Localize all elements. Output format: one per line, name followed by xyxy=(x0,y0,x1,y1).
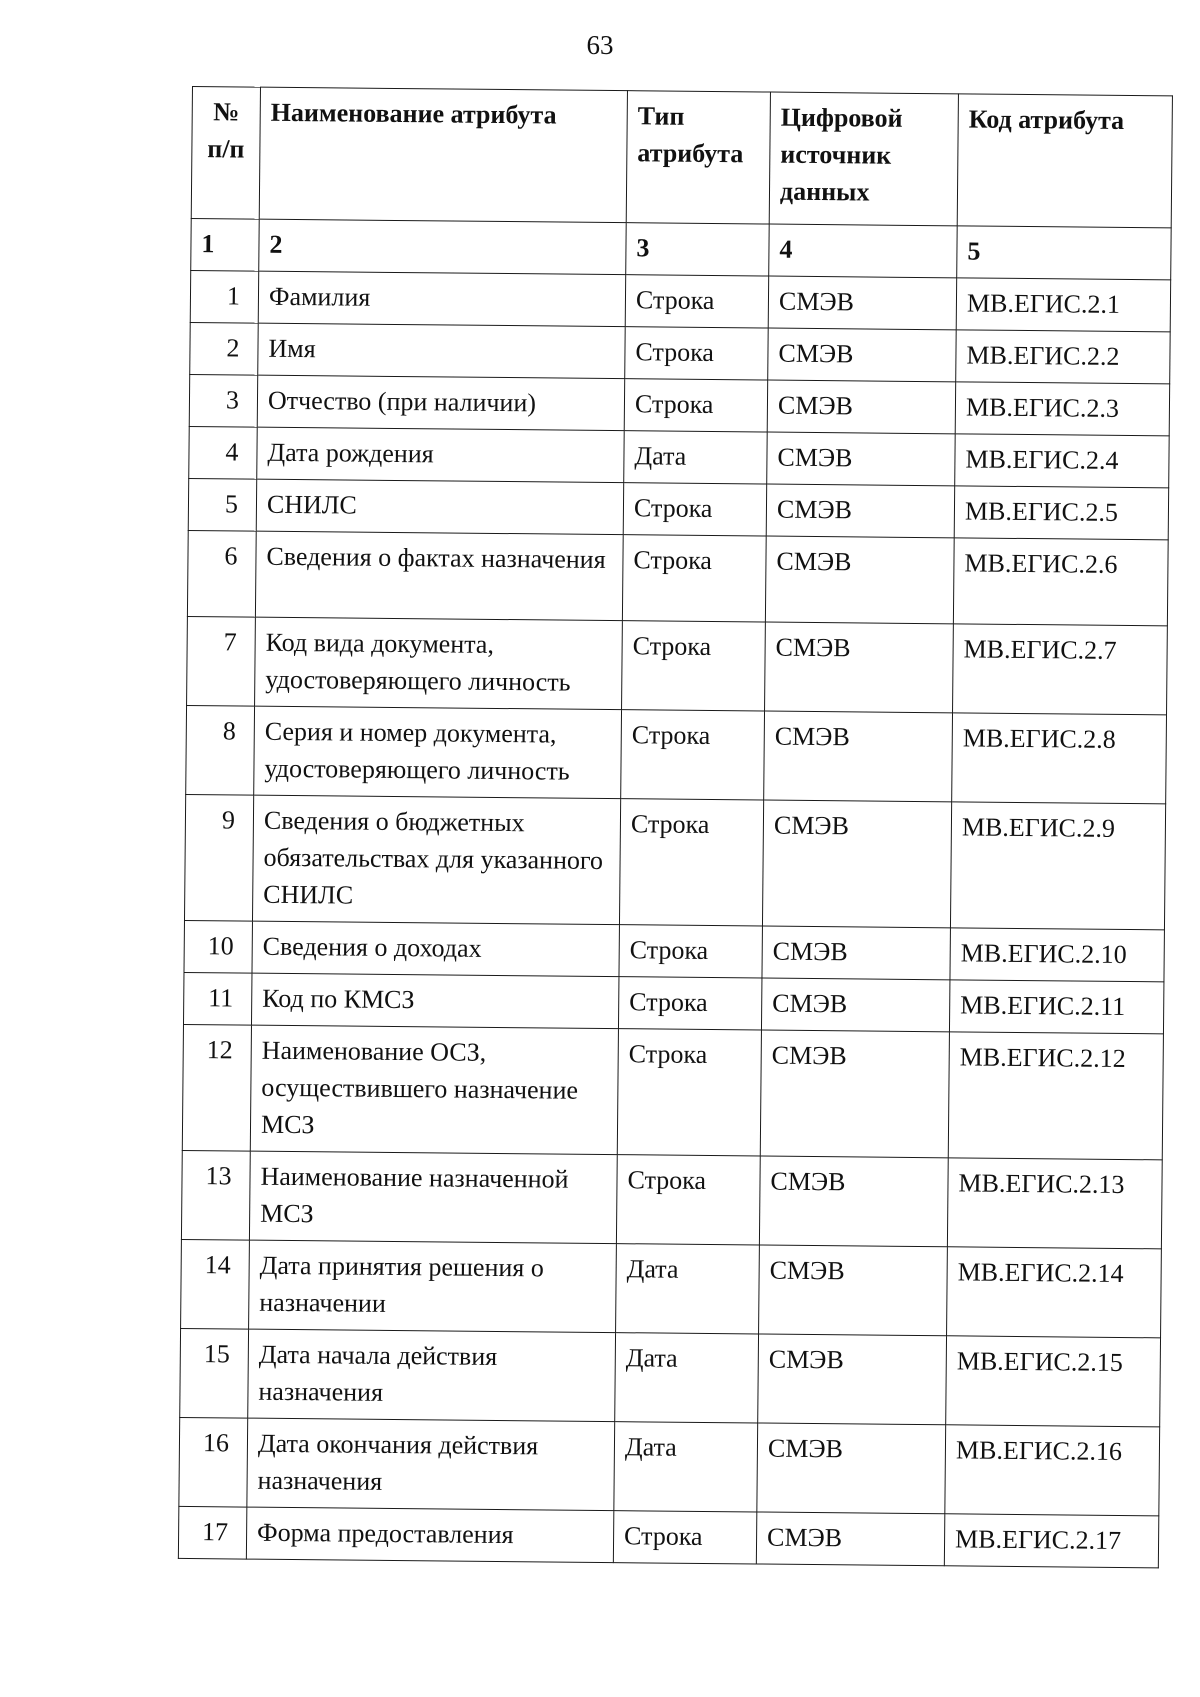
attribute-name: Сведения о бюджетных обязательствах для указанного СНИЛС xyxy=(252,795,620,925)
row-number: 9 xyxy=(184,794,253,921)
row-number: 3 xyxy=(189,374,257,427)
row-number: 10 xyxy=(184,920,252,973)
data-source: СМЭВ xyxy=(768,328,956,382)
data-source: СМЭВ xyxy=(757,1423,946,1514)
attribute-type: Строка xyxy=(619,925,762,978)
column-number: 4 xyxy=(769,224,957,278)
table-row xyxy=(186,705,1167,803)
row-number: 11 xyxy=(183,972,251,1025)
attribute-type: Дата xyxy=(616,1244,760,1334)
attribute-name: Наименование ОСЗ, осуществившего назначение МСЗ xyxy=(250,1025,618,1155)
table-row xyxy=(189,374,1169,435)
attributes-table xyxy=(178,86,1173,1568)
row-number: 1 xyxy=(190,270,258,323)
attribute-name: Дата принятия решения о назначении xyxy=(249,1240,617,1333)
header-number: № п/п xyxy=(191,87,260,220)
column-number: 3 xyxy=(626,223,769,276)
data-source: СМЭВ xyxy=(762,926,950,980)
table-row xyxy=(187,616,1168,714)
attribute-code: МВ.ЕГИС.2.14 xyxy=(947,1247,1162,1338)
attribute-name: Код вида документа, удостоверяющего личность xyxy=(255,617,623,710)
attribute-name: Наименование назначенной МСЗ xyxy=(249,1151,617,1244)
attribute-name: Форма предоставления xyxy=(246,1507,613,1563)
attribute-code: МВ.ЕГИС.2.12 xyxy=(948,1032,1163,1160)
attribute-name: Отчество (при наличии) xyxy=(257,375,624,431)
row-number: 5 xyxy=(188,478,256,531)
attribute-code: МВ.ЕГИС.2.10 xyxy=(950,928,1164,982)
table-row xyxy=(182,1024,1163,1159)
attribute-type: Строка xyxy=(621,710,765,800)
table-row xyxy=(184,794,1165,929)
attribute-type: Строка xyxy=(622,621,766,711)
table-row xyxy=(181,1239,1162,1337)
row-number: 14 xyxy=(181,1239,250,1329)
data-source: СМЭВ xyxy=(759,1156,948,1247)
data-source: СМЭВ xyxy=(761,978,949,1032)
table-row xyxy=(179,1417,1160,1515)
table-row xyxy=(184,920,1164,981)
attribute-type: Строка xyxy=(617,1029,761,1156)
row-number: 15 xyxy=(180,1328,249,1418)
attribute-code: МВ.ЕГИС.2.1 xyxy=(956,278,1170,332)
attribute-type: Дата xyxy=(614,1422,758,1512)
attribute-name: СНИЛС xyxy=(256,479,623,535)
table-row xyxy=(188,478,1168,539)
attribute-code: МВ.ЕГИС.2.13 xyxy=(947,1158,1162,1249)
attribute-type: Строка xyxy=(618,977,761,1030)
row-number: 8 xyxy=(186,705,255,795)
attribute-code: МВ.ЕГИС.2.16 xyxy=(945,1425,1160,1516)
attribute-code: МВ.ЕГИС.2.7 xyxy=(953,624,1168,715)
data-source: СМЭВ xyxy=(758,1334,947,1425)
row-number: 16 xyxy=(179,1417,248,1507)
attribute-name: Сведения о доходах xyxy=(252,921,619,977)
attribute-code: МВ.ЕГИС.2.6 xyxy=(953,538,1168,626)
attribute-type: Дата xyxy=(624,431,767,484)
row-number: 4 xyxy=(189,426,257,479)
attribute-type: Строка xyxy=(625,275,768,328)
row-number: 12 xyxy=(182,1024,251,1151)
table-row xyxy=(187,530,1168,625)
data-source: СМЭВ xyxy=(762,800,951,928)
attribute-type: Строка xyxy=(613,1511,756,1564)
attribute-type: Дата xyxy=(615,1333,759,1423)
header-attribute-code: Код атрибута xyxy=(957,94,1172,228)
attribute-code: МВ.ЕГИС.2.17 xyxy=(944,1514,1158,1568)
attribute-name: Код по КМСЗ xyxy=(251,973,618,1029)
header-attribute-type: Тип атрибута xyxy=(626,91,770,224)
column-number: 1 xyxy=(191,218,259,271)
column-number: 2 xyxy=(259,219,626,275)
attribute-name: Дата начала действия назначения xyxy=(248,1329,616,1422)
attribute-name: Дата рождения xyxy=(257,427,624,483)
attribute-name: Сведения о фактах назначения xyxy=(255,531,623,621)
column-number: 5 xyxy=(957,226,1171,280)
data-source: СМЭВ xyxy=(765,536,954,624)
header-attribute-name: Наименование атрибута xyxy=(259,87,627,223)
attribute-code: МВ.ЕГИС.2.8 xyxy=(952,713,1167,804)
data-source: СМЭВ xyxy=(767,432,955,486)
table-row xyxy=(183,972,1163,1033)
attribute-code: МВ.ЕГИС.2.9 xyxy=(950,802,1165,930)
attribute-code: МВ.ЕГИС.2.5 xyxy=(954,486,1168,540)
column-number-row xyxy=(191,218,1171,279)
attribute-type: Строка xyxy=(622,535,766,622)
data-source: СМЭВ xyxy=(766,484,954,538)
header-data-source: Цифровой источник данных xyxy=(769,92,958,226)
attribute-type: Строка xyxy=(624,379,767,432)
row-number: 6 xyxy=(187,530,256,617)
attribute-type: Строка xyxy=(619,799,763,926)
data-source: СМЭВ xyxy=(756,1512,944,1566)
table-header-row xyxy=(191,87,1172,228)
table-row xyxy=(178,1506,1158,1567)
attribute-code: МВ.ЕГИС.2.11 xyxy=(949,980,1163,1034)
data-source: СМЭВ xyxy=(765,622,954,713)
attribute-type: Строка xyxy=(623,483,766,536)
attribute-name: Имя xyxy=(258,323,625,379)
data-source: СМЭВ xyxy=(764,711,953,802)
table-row xyxy=(190,270,1170,331)
table-row xyxy=(189,426,1169,487)
attribute-type: Строка xyxy=(625,327,768,380)
attribute-code: МВ.ЕГИС.2.2 xyxy=(956,330,1170,384)
row-number: 2 xyxy=(190,322,258,375)
attribute-name: Фамилия xyxy=(258,271,625,327)
attribute-code: МВ.ЕГИС.2.3 xyxy=(955,382,1169,436)
row-number: 7 xyxy=(187,616,256,706)
data-source: СМЭВ xyxy=(767,380,955,434)
table-row xyxy=(181,1150,1162,1248)
table-row xyxy=(180,1328,1161,1426)
data-source: СМЭВ xyxy=(768,276,956,330)
page-number: 63 xyxy=(586,30,614,60)
attribute-name: Дата окончания действия назначения xyxy=(247,1418,615,1511)
data-source: СМЭВ xyxy=(759,1245,948,1336)
row-number: 17 xyxy=(178,1506,246,1559)
attributes-table-container xyxy=(178,86,1173,1568)
attribute-code: МВ.ЕГИС.2.15 xyxy=(946,1336,1161,1427)
attribute-name: Серия и номер документа, удостоверяющего личность xyxy=(254,706,622,799)
data-source: СМЭВ xyxy=(760,1030,949,1158)
table-row xyxy=(190,322,1170,383)
attribute-type: Строка xyxy=(616,1155,760,1245)
row-number: 13 xyxy=(181,1150,250,1240)
attribute-code: МВ.ЕГИС.2.4 xyxy=(955,434,1169,488)
